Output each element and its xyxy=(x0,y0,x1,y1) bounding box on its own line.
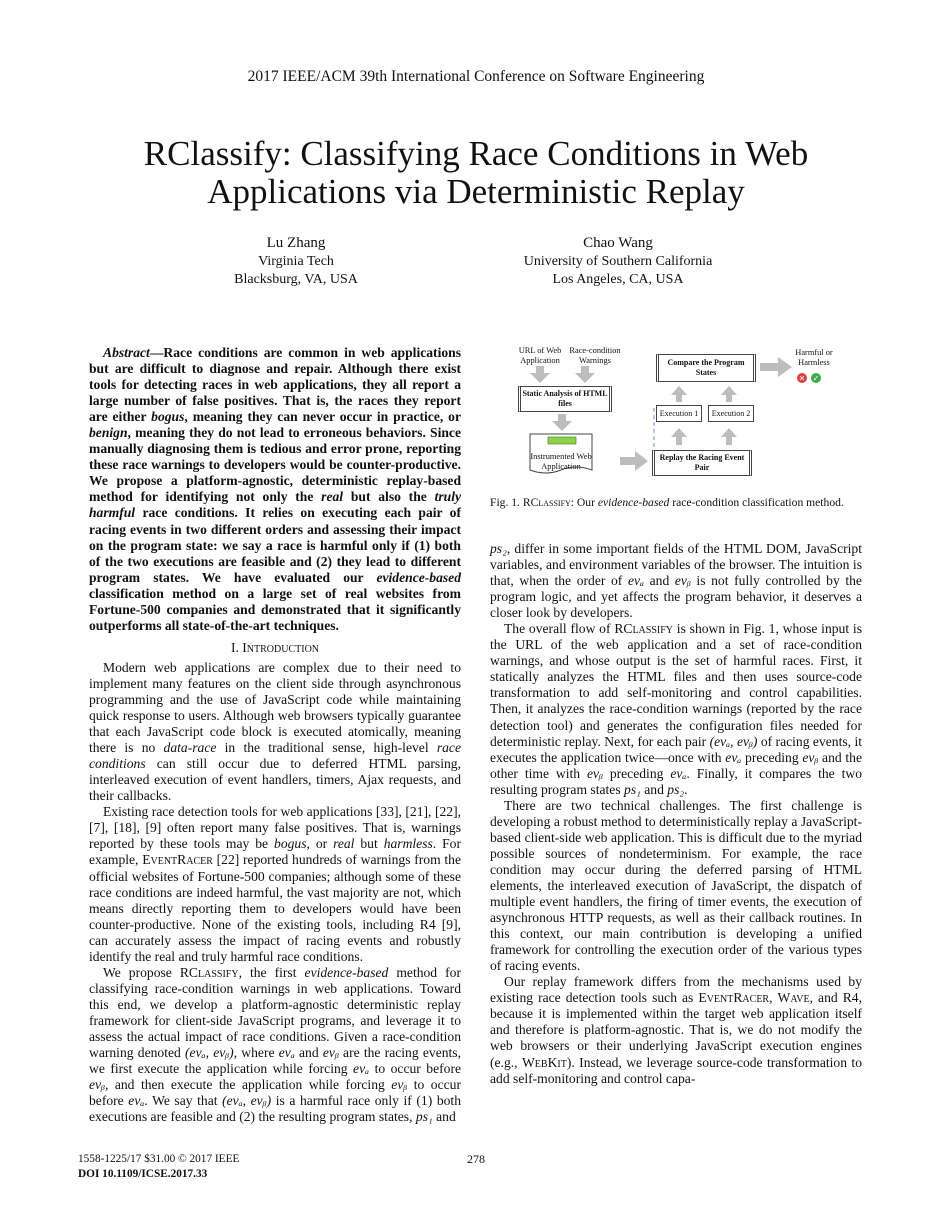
right-paragraph-1: The overall flow of RClassify is shown in Fig. 1, whose input is the URL of the web application and a set of race-condition warnings, and whose output is the set of harmful races. First, it statically analyzes the HTML files and then uses source-code transformation to add self-monitoring and control capabilities. Then, it analyzes the race-condition warnings (reported by the race detection tool) and generates the configuration files needed for deterministic replay. Next, for each pair (evₐ, evᵦ) of racing events, it executes the application twice—once with evₐ preceding evᵦ and the other time with evᵦ preceding evₐ. Finally, it compares the two resulting program states ps₁ and ps₂. xyxy=(490,621,863,797)
author-name: Lu Zhang xyxy=(266,235,326,251)
right-arrow xyxy=(620,451,648,471)
author-block-1 xyxy=(196,234,396,289)
author-affiliation: Virginia Tech xyxy=(258,254,334,269)
execution-2-box: Execution 2 xyxy=(708,405,754,422)
up-arrow xyxy=(721,386,737,402)
down-arrow xyxy=(552,414,572,431)
url-input-label: URL of Web Application xyxy=(518,346,562,365)
title-line-2: Applications via Deterministic Replay xyxy=(207,172,745,211)
intro-paragraph-3: We propose RClassify, the first evidence-based method for classifying race-condition warnings in web applications. Toward this end, we develop a platform-agnostic deterministic replay framework for client-side JavaScript programs, and leverage it to assess the actual impact of race conditions. Given a race-condition warning denoted (evₐ, evᵦ), where evₐ and evᵦ are the racing events, we first execute the application while forcing evₐ to occur before evᵦ, and then execute the application while forcing evᵦ to occur before evₐ. We say that (evₐ, evᵦ) is a harmful race only if (1) both executions are feasible and (2) the resulting program states, ps₁ and xyxy=(89,964,461,1125)
intro-paragraph-2: Existing race detection tools for web applications [33], [21], [22], [7], [18], [9] often report many false positives. That is, warnings reported by these tools may be bogus, or real but harmless. For example, EventRacer [22] reported hundreds of warnings from the official websites of Fortune-500 companies; although some of these race conditions are indeed harmful, the vast majority are not, which means directly reporting them to developers would have been counter-productive. None of the existing tools, including R4 [9], can accurately assess the impact of racing events and robustly identify the real and truly harmful race conditions. xyxy=(89,804,462,964)
instrumentation-icon xyxy=(548,437,576,444)
down-arrow xyxy=(575,366,595,383)
figure-caption: Fig. 1. RClassify: Our evidence-based race-condition classification method. xyxy=(490,496,844,509)
up-arrow xyxy=(671,386,687,402)
right-column xyxy=(490,541,862,1087)
warnings-input-label: Race-condition Warnings xyxy=(569,346,621,365)
abstract: Abstract—Race conditions are common in web applications but are difficult to diagnose and repair. Although there exist tools for detecting races in web applications, they all report a large number of false positives. That is, the races they report are either bogus, meaning they can never occur in practice, or benign, meaning they do not lead to erroneous behaviors. Since manually diagnosing them is tedious and error prone, reporting these race warnings to developers would be counter-productive. We propose a platform-agnostic, deterministic replay-based method for identifying not only the real but also the truly harmful race conditions. It relies on executing each pair of racing events in two different orders and assessing their impact on the program state: we say a race is harmful only if (1) both of the two executions are feasible and (2) they lead to different program states. We have evaluated our evidence-based classification method on a large set of real websites from Fortune-500 companies and demonstrated that it significantly outperforms all state-of-the-art techniques. xyxy=(89,345,461,633)
abstract-label: Abstract xyxy=(103,345,150,360)
page-number: 278 xyxy=(467,1152,485,1166)
copyright-line: 1558-1225/17 $31.00 © 2017 IEEE xyxy=(78,1153,240,1165)
conference-header: 2017 IEEE/ACM 39th International Conference on Software Engineering xyxy=(247,68,705,85)
author-name: Chao Wang xyxy=(583,235,653,251)
up-arrow xyxy=(671,428,687,445)
replay-box: Replay the Racing Event Pair xyxy=(652,450,752,476)
author-location: Blacksburg, VA, USA xyxy=(234,272,358,287)
svg-text:✕: ✕ xyxy=(798,374,806,383)
author-block-2 xyxy=(488,234,748,289)
author-affiliation: University of Southern California xyxy=(523,254,713,269)
paper-title xyxy=(60,135,892,211)
right-paragraph-3: Our replay framework differs from the mechanisms used by existing race detection tools such as EventRacer, Wave, and R4, because it is implemented within the target web application itself and therefore is platform-agnostic. That is, we do not modify the web browsers or their underlying JavaScript execution engines (e.g., WebKit). Instead, we leverage source-code transformation to add self-monitoring and control capa- xyxy=(490,974,863,1086)
section-heading: I. Introduction xyxy=(230,639,320,655)
result-label: Harmful or Harmless xyxy=(795,348,833,367)
right-paragraph-2: There are two technical challenges. The first challenge is developing a robust method to deterministically replay a JavaScript-based client-side web application. This is difficult due to the myriad possible sources of nondeterminism. For example, the race condition may occur during the deferred parsing of HTML elements, the interleaved execution of JavaScript, the dispatch of multiple event handlers, the firing of timer events, the execution of asynchronous HTTP requests, as well as their callback routines. In this context, our main contribution is developing a unified framework for controlling the execution order of the various types of racing events. xyxy=(490,797,862,974)
up-arrow xyxy=(721,428,737,445)
static-analysis-box: Static Analysis of HTML files xyxy=(518,386,612,412)
left-column xyxy=(89,345,461,1125)
compare-states-box: Compare the Program States xyxy=(656,354,756,382)
execution-1-box: Execution 1 xyxy=(656,405,702,422)
down-arrow xyxy=(530,366,550,383)
right-paragraph-0: ps₂, differ in some important fields of the HTML DOM, JavaScript variables, and environment variables of the browser. The intuition is that, when the order of evₐ and evᵦ is not fully controlled by the program logic, and yet affects the program behavior, it deserves a closer look by developers. xyxy=(490,541,862,621)
instrumented-app-label: Instrumented Web Application xyxy=(530,452,592,471)
author-location: Los Angeles, CA, USA xyxy=(552,272,684,287)
title-line-1: RClassify: Classifying Race Conditions in Web xyxy=(143,134,809,173)
doi-line: DOI 10.1109/ICSE.2017.33 xyxy=(78,1168,208,1180)
svg-text:✓: ✓ xyxy=(812,374,820,383)
right-arrow xyxy=(760,357,792,377)
intro-paragraph-1: Modern web applications are complex due to their need to implement many features on the client side through asynchronous programming and the use of JavaScript code while maintaining quick response to users. Although web browsers typically guarantee that each JavaScript code block is executed atomically, meaning there is no data-race in the traditional sense, high-level race conditions can still occur due to deferred HTML parsing, interleaved execution of event handlers, timers, Ajax requests, and their callbacks. xyxy=(89,659,461,804)
figure-1-diagram xyxy=(510,340,860,485)
